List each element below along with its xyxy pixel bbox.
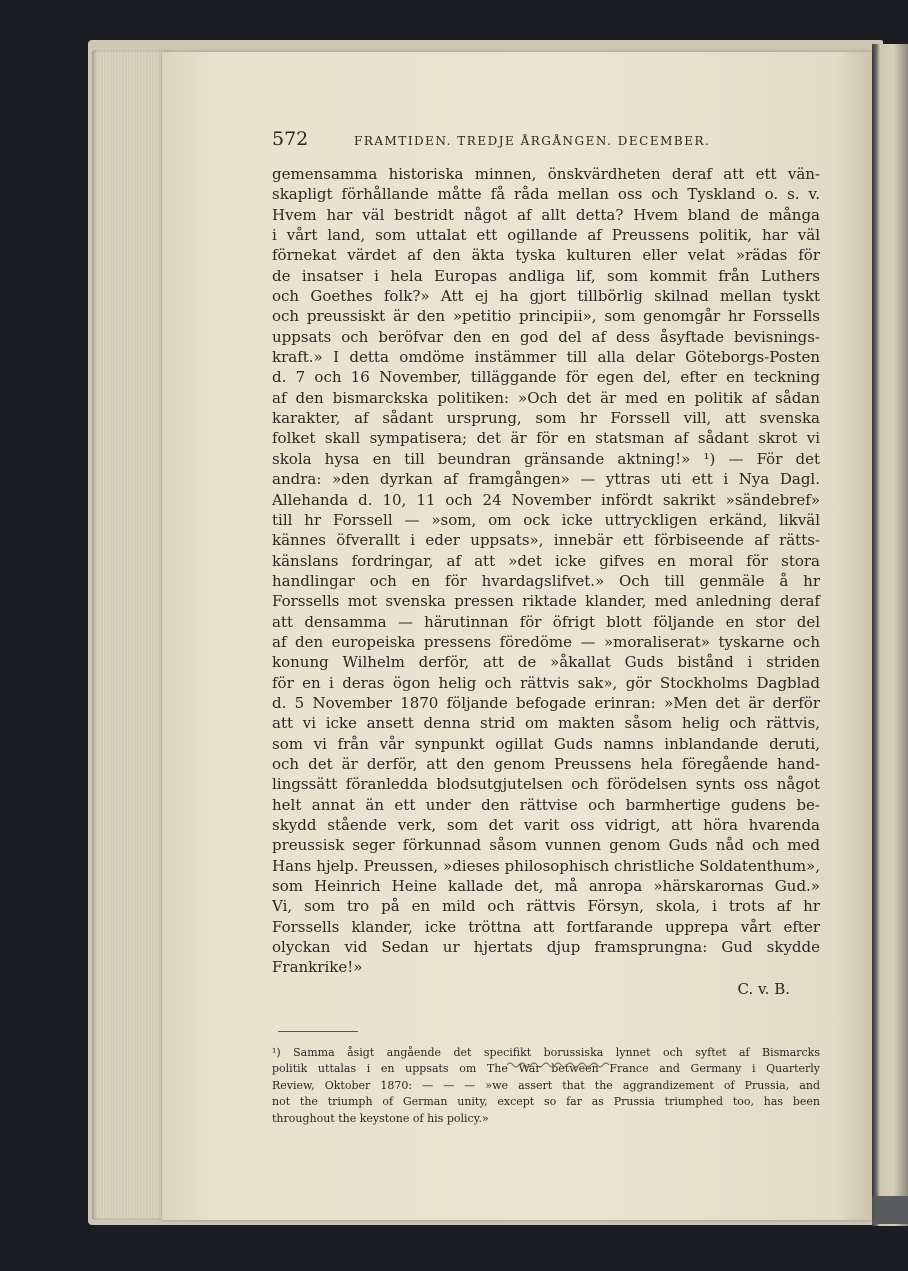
body-line: till hr Forssell — »som, om ock icke uttryckligen erkänd, likväl [272,510,820,529]
body-line: Allehanda d. 10, 11 och 24 November infördt sakrikt »sändebref» [272,490,820,509]
body-line: folket skall sympatisera; det är för en statsman af sådant skrot vi [272,429,820,448]
body-line: Vi, som tro på en mild och rättvis Försyn, skola, i trots af hr [272,897,820,916]
page-number: 572 [272,128,309,150]
body-line: för en i deras ögon helig och rättvis sak», gör Stockholms Dagblad [272,673,820,692]
body-line: skapligt förhållande måtte få råda mellan oss och Tyskland o. s. v. [272,185,820,204]
body-line: lingssätt föranledda blodsutgjutelsen och förödelsen synts oss något [272,775,820,794]
body-line: helt annat än ett under den rättvise och barmhertige gudens be- [272,795,820,814]
body-line: af den bismarckska politiken: »Och det är med en politik af sådan [272,388,820,407]
footnote-line: not the triumph of German unity, except so far as Prussia triumphed too, has been [272,1095,820,1109]
body-line: Frankrike!» [272,958,363,977]
body-line: d. 5 November 1870 följande befogade erinran: »Men det är derför [272,693,820,712]
body-line: d. 7 och 16 November, tilläggande för egen del, efter en teckning [272,368,820,387]
body-line: som vi från vår synpunkt ogillat Guds namns inblandande deruti, [272,734,820,753]
running-head [272,128,820,152]
body-line: af den europeiska pressens föredöme — »moraliserat» tyskarne och [272,632,820,651]
body-line: och preussiskt är den »petitio principii», som genomgår hr Forssells [272,307,820,326]
body-line: Forssells klander, icke tröttna att fortfarande upprepa vårt efter [272,917,820,936]
footnote-line: throughout the keystone of his policy.» [272,1111,489,1125]
end-ornament [505,1060,615,1070]
footnote-rule [278,1031,358,1032]
page-edges [92,50,172,1220]
body-line: och det är derför, att den genom Preussens hela föregående hand- [272,754,820,773]
footnote-line: politik uttalas i en uppsats om The War between France and Germany i Quarterly [272,1062,820,1076]
holder-clip [872,1196,908,1224]
body-line: som Heinrich Heine kallade det, må anropa »härskarornas Gud.» [272,877,820,896]
body-line: konung Wilhelm derför, att de »åkallat Guds bistånd i striden [272,653,820,672]
body-line: att vi icke ansett denna strid om makten såsom helig och rättvis, [272,714,820,733]
footnote-line: Review, Oktober 1870: — — — »we assert that the aggrandizement of Prussia, and [272,1078,820,1092]
body-line: skola hysa en till beundran gränsande aktning!» ¹) — För det [272,449,820,468]
body-line: kännes öfverallt i eder uppsats», innebär ett förbiseende af rätts- [272,531,820,550]
body-text [272,164,820,978]
body-line: Hans hjelp. Preussen, »dieses philosophisch christliche Soldatenthum», [272,856,820,875]
body-line: förnekat värdet af den äkta tyska kulturen eller velat »rädas för [272,246,820,265]
running-head-title: FRAMTIDEN. TREDJE ÅRGÅNGEN. DECEMBER. [354,134,711,148]
page-content [272,128,820,1127]
body-line: Forssells mot svenska pressen riktade klander, med anledning deraf [272,592,820,611]
body-line: andra: »den dyrkan af framgången» — yttras uti ett i Nya Dagl. [272,470,820,489]
body-line: i vårt land, som uttalat ett ogillande af Preussens politik, har väl [272,226,820,245]
footnote [272,1045,820,1128]
footnote-line: ¹) Samma åsigt angående det specifikt borussiska lynnet och syftet af Bismarcks [272,1045,820,1059]
body-line: uppsats och beröfvar den en god del af dess åsyftade bevisnings- [272,327,820,346]
body-line: och Goethes folk?» Att ej ha gjort tillbörlig skilnad mellan tyskt [272,287,820,306]
body-line: de insatser i hela Europas andliga lif, som kommit från Luthers [272,266,820,285]
body-line: kraft.» I detta omdöme instämmer till alla delar Göteborgs-Posten [272,348,820,367]
book-spine [872,44,908,1226]
body-line: skydd stående verk, som det varit oss vidrigt, att höra hvarenda [272,816,820,834]
body-line: gemensamma historiska minnen, önskvärdheten deraf att ett vän- [272,165,820,183]
body-line: känslans fordringar, af att »det icke gifves en moral för stora [272,551,820,570]
body-line: preussisk seger förkunnad såsom vunnen genom Guds nåd och med [272,836,820,855]
body-line: karakter, af sådant ursprung, som hr Forssell vill, att svenska [272,409,820,428]
signature: C. v. B. [737,979,790,998]
body-line: Hvem har väl bestridt något af allt detta? Hvem bland de många [272,205,820,224]
body-line: att densamma — härutinnan för öfrigt blott följande en stor del [272,612,820,631]
body-line: olyckan vid Sedan ur hjertats djup framsprungna: Gud skydde [272,938,820,957]
body-line: handlingar och en för hvardagslifvet.» Och till genmäle å hr [272,571,820,590]
